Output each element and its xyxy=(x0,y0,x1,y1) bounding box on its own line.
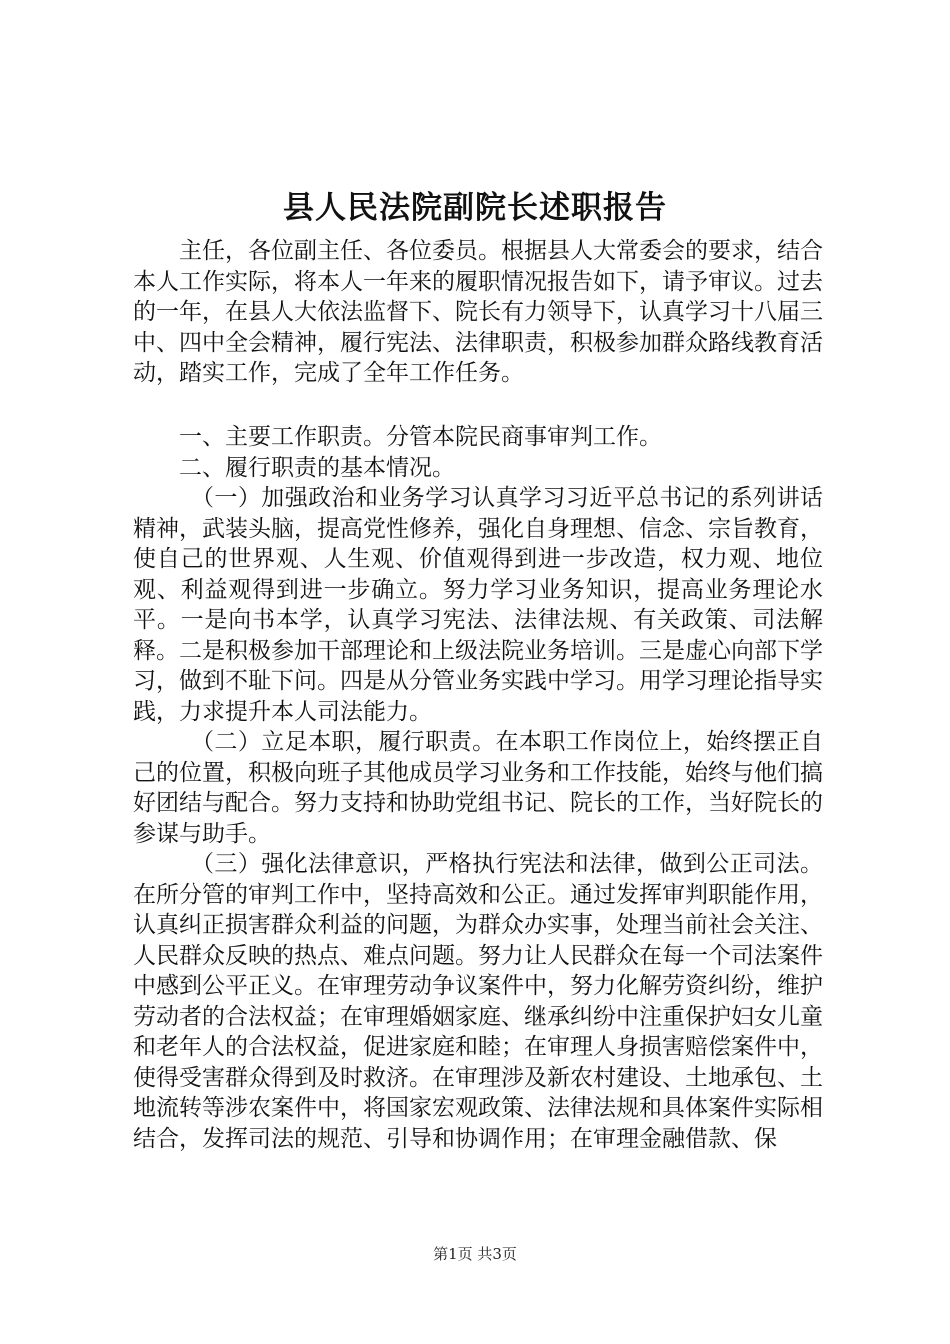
section-heading-2: 二、履行职责的基本情况。 xyxy=(179,454,455,481)
page-footer: 第1页 共3页 xyxy=(433,1245,517,1263)
item-paragraph-3: （三）强化法律意识，严格执行宪法和法律，做到公正司法。在所分管的审判工作中，坚持高效和公正。通过发挥审判职能作用，认真纠正损害群众利益的问题，为群众办实事，处理当前社会关注、人民群众反映的热点、难点问题。努力让人民群众在每一个司法案件中感到公平正义。在审理劳动争议案件中，努力化解劳资纠纷，维护劳动者的合法权益；在审理婚姻家庭、继承纠纷中注重保护妇女儿童和老年人的合法权益，促进家庭和睦；在审理人身损害赔偿案件中，使得受害群众得到及时救济。在审理涉及新农村建设、土地承包、土地流转等涉农案件中，将国家宏观政策、法律法规和具体案件实际相结合，发挥司法的规范、引导和协调作用；在审理金融借款、保 xyxy=(133,851,823,1152)
intro-block xyxy=(133,236,823,389)
section-heading-1: 一、主要工作职责。分管本院民商事审判工作。 xyxy=(179,424,662,450)
document-title: 县人民法院副院长述职报告 xyxy=(283,190,667,226)
body-block xyxy=(133,422,823,1154)
intro-paragraph: 主任，各位副主任、各位委员。根据县人大常委会的要求，结合本人工作实际，将本人一年来的履职情况报告如下，请予审议。过去的一年，在县人大依法监督下、院长有力领导下，认真学习十八届三中、四中全会精神，履行宪法、法律职责，积极参加群众路线教育活动，踏实工作，完成了全年工作任务。 xyxy=(133,238,823,386)
item-paragraph-1: （一）加强政治和业务学习认真学习习近平总书记的系列讲话精神，武装头脑，提高党性修养，强化自身理想、信念、宗旨教育，使自己的世界观、人生观、价值观得到进一步改造，权力观、地位观、利益观得到进一步确立。努力学习业务知识，提高业务理论水平。一是向书本学，认真学习宪法、法律法规、有关政策、司法解释。二是积极参加干部理论和上级法院业务培训。三是虚心向部下学习，做到不耻下问。四是从分管业务实践中学习。用学习理论指导实践，力求提升本人司法能力。 xyxy=(133,485,823,725)
item-paragraph-2: （二）立足本职，履行职责。在本职工作岗位上，始终摆正自己的位置，积极向班子其他成员学习业务和工作技能，始终与他们搞好团结与配合。努力支持和协助党组书记、院长的工作，当好院长的参谋与助手。 xyxy=(133,729,823,847)
